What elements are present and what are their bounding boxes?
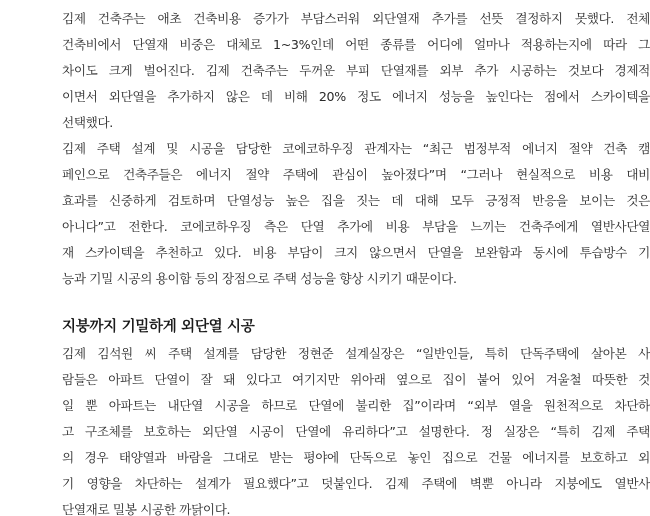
text-line: 효과를 신중하게 검토하며 단열성능 높은 집을 짓는 데 대해 모두 긍정적 반응을 보이는 것은 — [62, 193, 650, 208]
text-line: 기 영향을 차단하는 설계가 필요했다”고 덧붙인다. 김제 주택에 벽뿐 아니라 지붕에도 열반사 — [62, 476, 650, 491]
text-line: 일 뿐 아파트는 내단열 시공을 하므로 단열에 불리한 집”이라며 “외부 열을 원천적으로 차단하 — [62, 398, 650, 413]
text-line: 의 경우 태양열과 바람을 그대로 받는 평야에 단독으로 놓인 집으로 건물 에너지를 보호하고 외 — [62, 450, 650, 465]
text-line: 재 스카이텍을 추천하고 있다. 비용 부담이 크지 않으면서 단열을 보완함과 동시에 투습방수 기 — [62, 245, 650, 260]
text-line: 차이도 크게 벌어진다. 김제 건축주는 두꺼운 부피 단열재를 외부 추가 시공하는 것보다 경제적 — [62, 63, 650, 78]
text-line: 김제 주택 설계 및 시공을 담당한 코에코하우징 관계자는 “최근 범정부적 에너지 절약 건축 캠 — [62, 141, 650, 156]
text-line: 이면서 외단열을 추가하지 않은 데 비해 20% 정도 에너지 성능을 높인다는 점에서 스카이텍을 — [62, 89, 650, 104]
text-line: 김제 건축주는 애초 건축비용 증가가 부담스러워 외단열재 추가를 선뜻 결정하지 못했다. 전체 — [62, 11, 650, 26]
text-line: 김제 김석원 씨 주택 설계를 담당한 정현준 설계실장은 “일반인들, 특히 단독주택에 살아본 사 — [62, 346, 650, 361]
text-line: 건축비에서 단열재 비중은 대체로 1~3%인데 어떤 종류를 어디에 얼마나 적용하는지에 따라 그 — [62, 37, 650, 52]
text-line: 페인으로 건축주들은 에너지 절약 주택에 관심이 높아졌다”며 “그러나 현실적으로 비용 대비 — [62, 167, 650, 182]
text-line: 능과 기밀 시공의 용이함 등의 장점으로 주택 성능을 향상 시키기 때문이다. — [62, 271, 457, 286]
text-line: 람들은 아파트 단열이 잘 돼 있다고 여기지만 위아래 옆으로 집이 붙어 있어 겨울철 따뜻한 것 — [62, 372, 650, 387]
paragraph-designer-comment — [62, 341, 650, 516]
text-line: 아니다”고 전한다. 코에코하우징 측은 단열 추가에 비용 부담을 느끼는 건축주에게 열반사단열 — [62, 219, 650, 234]
paragraph-builder-comment — [62, 136, 650, 292]
section-heading: 지붕까지 기밀하게 외단열 시공 — [62, 319, 255, 335]
text-line: 고 구조체를 보호하는 외단열 시공이 단열에 유리하다”고 설명한다. 정 실장은 “특히 김제 주택 — [62, 424, 650, 439]
text-line: 선택했다. — [62, 115, 113, 130]
text-line: 단열재로 밀봉 시공한 까닭이다. — [62, 502, 231, 516]
paragraph-architect-decision — [62, 6, 650, 136]
